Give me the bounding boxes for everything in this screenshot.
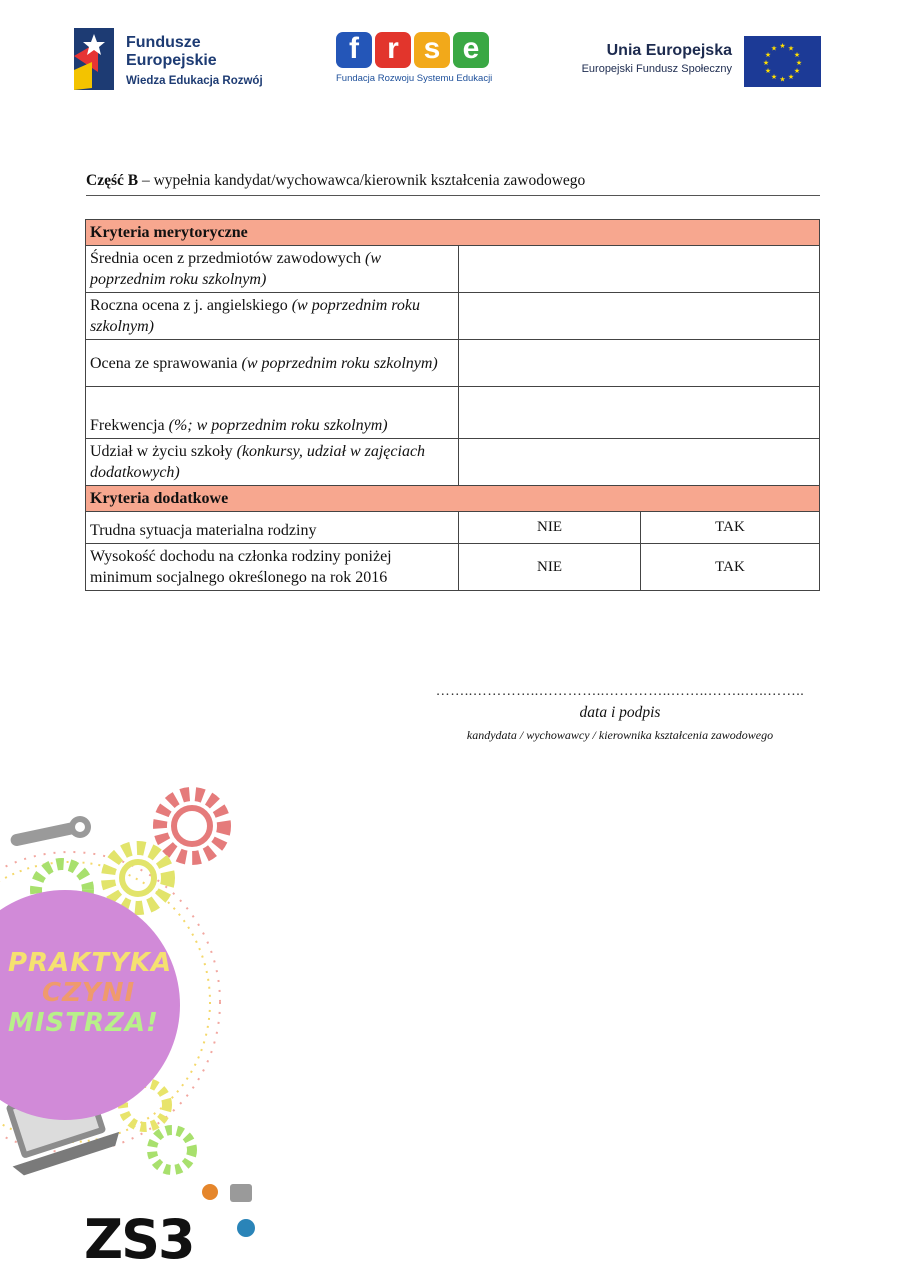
extra-row-label: Trudna sytuacja materialna rodziny xyxy=(86,512,459,544)
merit-label-text: Roczna ocena z j. angielskiego xyxy=(90,297,292,314)
average-grade-field[interactable] xyxy=(459,246,820,293)
merit-header: Kryteria merytoryczne xyxy=(86,220,820,246)
merit-header-row xyxy=(86,220,820,246)
svg-text:★: ★ xyxy=(795,59,803,67)
extra-row-label: Wysokość dochodu na członka rodziny poniżej minimum socjalnego określonego na rok 2016 xyxy=(86,544,459,591)
option-nie[interactable]: NIE xyxy=(459,512,641,544)
fundusze-europejskie-logo xyxy=(72,26,272,96)
unia-europejska-logo xyxy=(566,36,826,88)
section-heading-rest: – wypełnia kandydat/wychowawca/kierownik kształcenia zawodowego xyxy=(138,172,586,189)
merit-label-note: (konkursy, udział w zajęciach dodatkowych) xyxy=(90,443,426,481)
merit-label-text: Ocena ze sprawowania xyxy=(90,354,242,372)
frse-letter-f: f xyxy=(336,32,372,68)
decoration-graphic xyxy=(0,780,320,1280)
svg-text:★: ★ xyxy=(793,67,801,75)
fe-flag-icon xyxy=(72,26,116,92)
svg-text:★: ★ xyxy=(787,44,795,53)
merit-row-label xyxy=(86,340,459,387)
svg-text:★: ★ xyxy=(779,42,786,50)
option-nie[interactable]: NIE xyxy=(459,544,641,591)
signature-label: data i podpis xyxy=(579,704,661,721)
merit-row xyxy=(86,340,820,387)
option-tak[interactable]: TAK xyxy=(641,512,820,544)
school-logo: ZS3 xyxy=(84,1208,194,1271)
merit-row xyxy=(86,293,820,340)
merit-label-note: (w poprzednim roku szkolnym) xyxy=(90,297,420,335)
merit-row-label xyxy=(86,246,459,293)
slogan-line2: CZYNI xyxy=(42,978,136,1008)
criteria-table xyxy=(85,219,820,591)
signature-block xyxy=(430,684,810,743)
section-heading xyxy=(86,172,820,196)
merit-label-text: Frekwencja xyxy=(90,417,169,434)
fe-line2: Europejskie xyxy=(126,52,217,69)
svg-text:★: ★ xyxy=(764,67,772,75)
extra-row xyxy=(86,544,820,591)
signature-sub: kandydata / wychowawcy / kierownika kształcenia zawodowego xyxy=(466,728,774,742)
svg-text:★: ★ xyxy=(793,51,801,59)
slogan-line1: PRAKTYKA xyxy=(8,948,173,978)
extra-header: Kryteria dodatkowe xyxy=(86,486,820,512)
section-heading-bold: Część B xyxy=(86,172,139,189)
logo-bar xyxy=(0,0,906,110)
ue-text xyxy=(566,42,732,75)
svg-text:★: ★ xyxy=(787,73,795,81)
merit-label-text: Średnia ocen z przedmiotów zawodowych xyxy=(90,250,366,267)
merit-row-label xyxy=(86,387,459,439)
merit-label-note: (%; w poprzednim roku szkolnym) xyxy=(168,417,388,434)
merit-label-text: Udział w życiu szkoły xyxy=(90,443,237,460)
frse-letter-e: e xyxy=(453,32,489,68)
merit-row xyxy=(86,387,820,439)
merit-row xyxy=(86,439,820,486)
extra-row xyxy=(86,512,820,544)
frse-letter-s: s xyxy=(414,32,450,68)
school-life-field[interactable] xyxy=(459,439,820,486)
svg-text:★: ★ xyxy=(779,75,786,84)
frse-letters xyxy=(336,32,496,68)
ue-sub: Europejski Fundusz Społeczny xyxy=(581,63,732,75)
ue-title: Unia Europejska xyxy=(606,42,732,59)
svg-text:★: ★ xyxy=(762,59,770,67)
attendance-field[interactable] xyxy=(459,387,820,439)
merit-row xyxy=(86,246,820,293)
english-grade-field[interactable] xyxy=(459,293,820,340)
option-tak[interactable]: TAK xyxy=(641,544,820,591)
merit-label-note: (w poprzednim roku szkolnym) xyxy=(241,354,438,372)
extra-header-row xyxy=(86,486,820,512)
fe-sub: Wiedza Edukacja Rozwój xyxy=(126,75,263,87)
fe-line1: Fundusze xyxy=(126,34,201,51)
signature-line[interactable]: ……..…………..…………..…………..……..……..…..…….. xyxy=(435,684,805,699)
behavior-grade-field[interactable] xyxy=(459,340,820,387)
merit-row-label xyxy=(86,293,459,340)
promo-slogan xyxy=(8,948,172,1038)
eu-flag-icon xyxy=(744,36,821,87)
merit-row-label xyxy=(86,439,459,486)
merit-label-note: (w poprzednim roku szkolnym) xyxy=(90,250,382,288)
slogan-line3: MISTRZA! xyxy=(8,1008,159,1038)
fe-text xyxy=(126,34,263,90)
svg-text:★: ★ xyxy=(764,51,772,59)
frse-sub: Fundacja Rozwoju Systemu Edukacji xyxy=(336,73,493,84)
svg-text:★: ★ xyxy=(770,44,778,53)
frse-logo xyxy=(336,32,496,92)
frse-letter-r: r xyxy=(375,32,411,68)
svg-text:★: ★ xyxy=(770,73,778,81)
